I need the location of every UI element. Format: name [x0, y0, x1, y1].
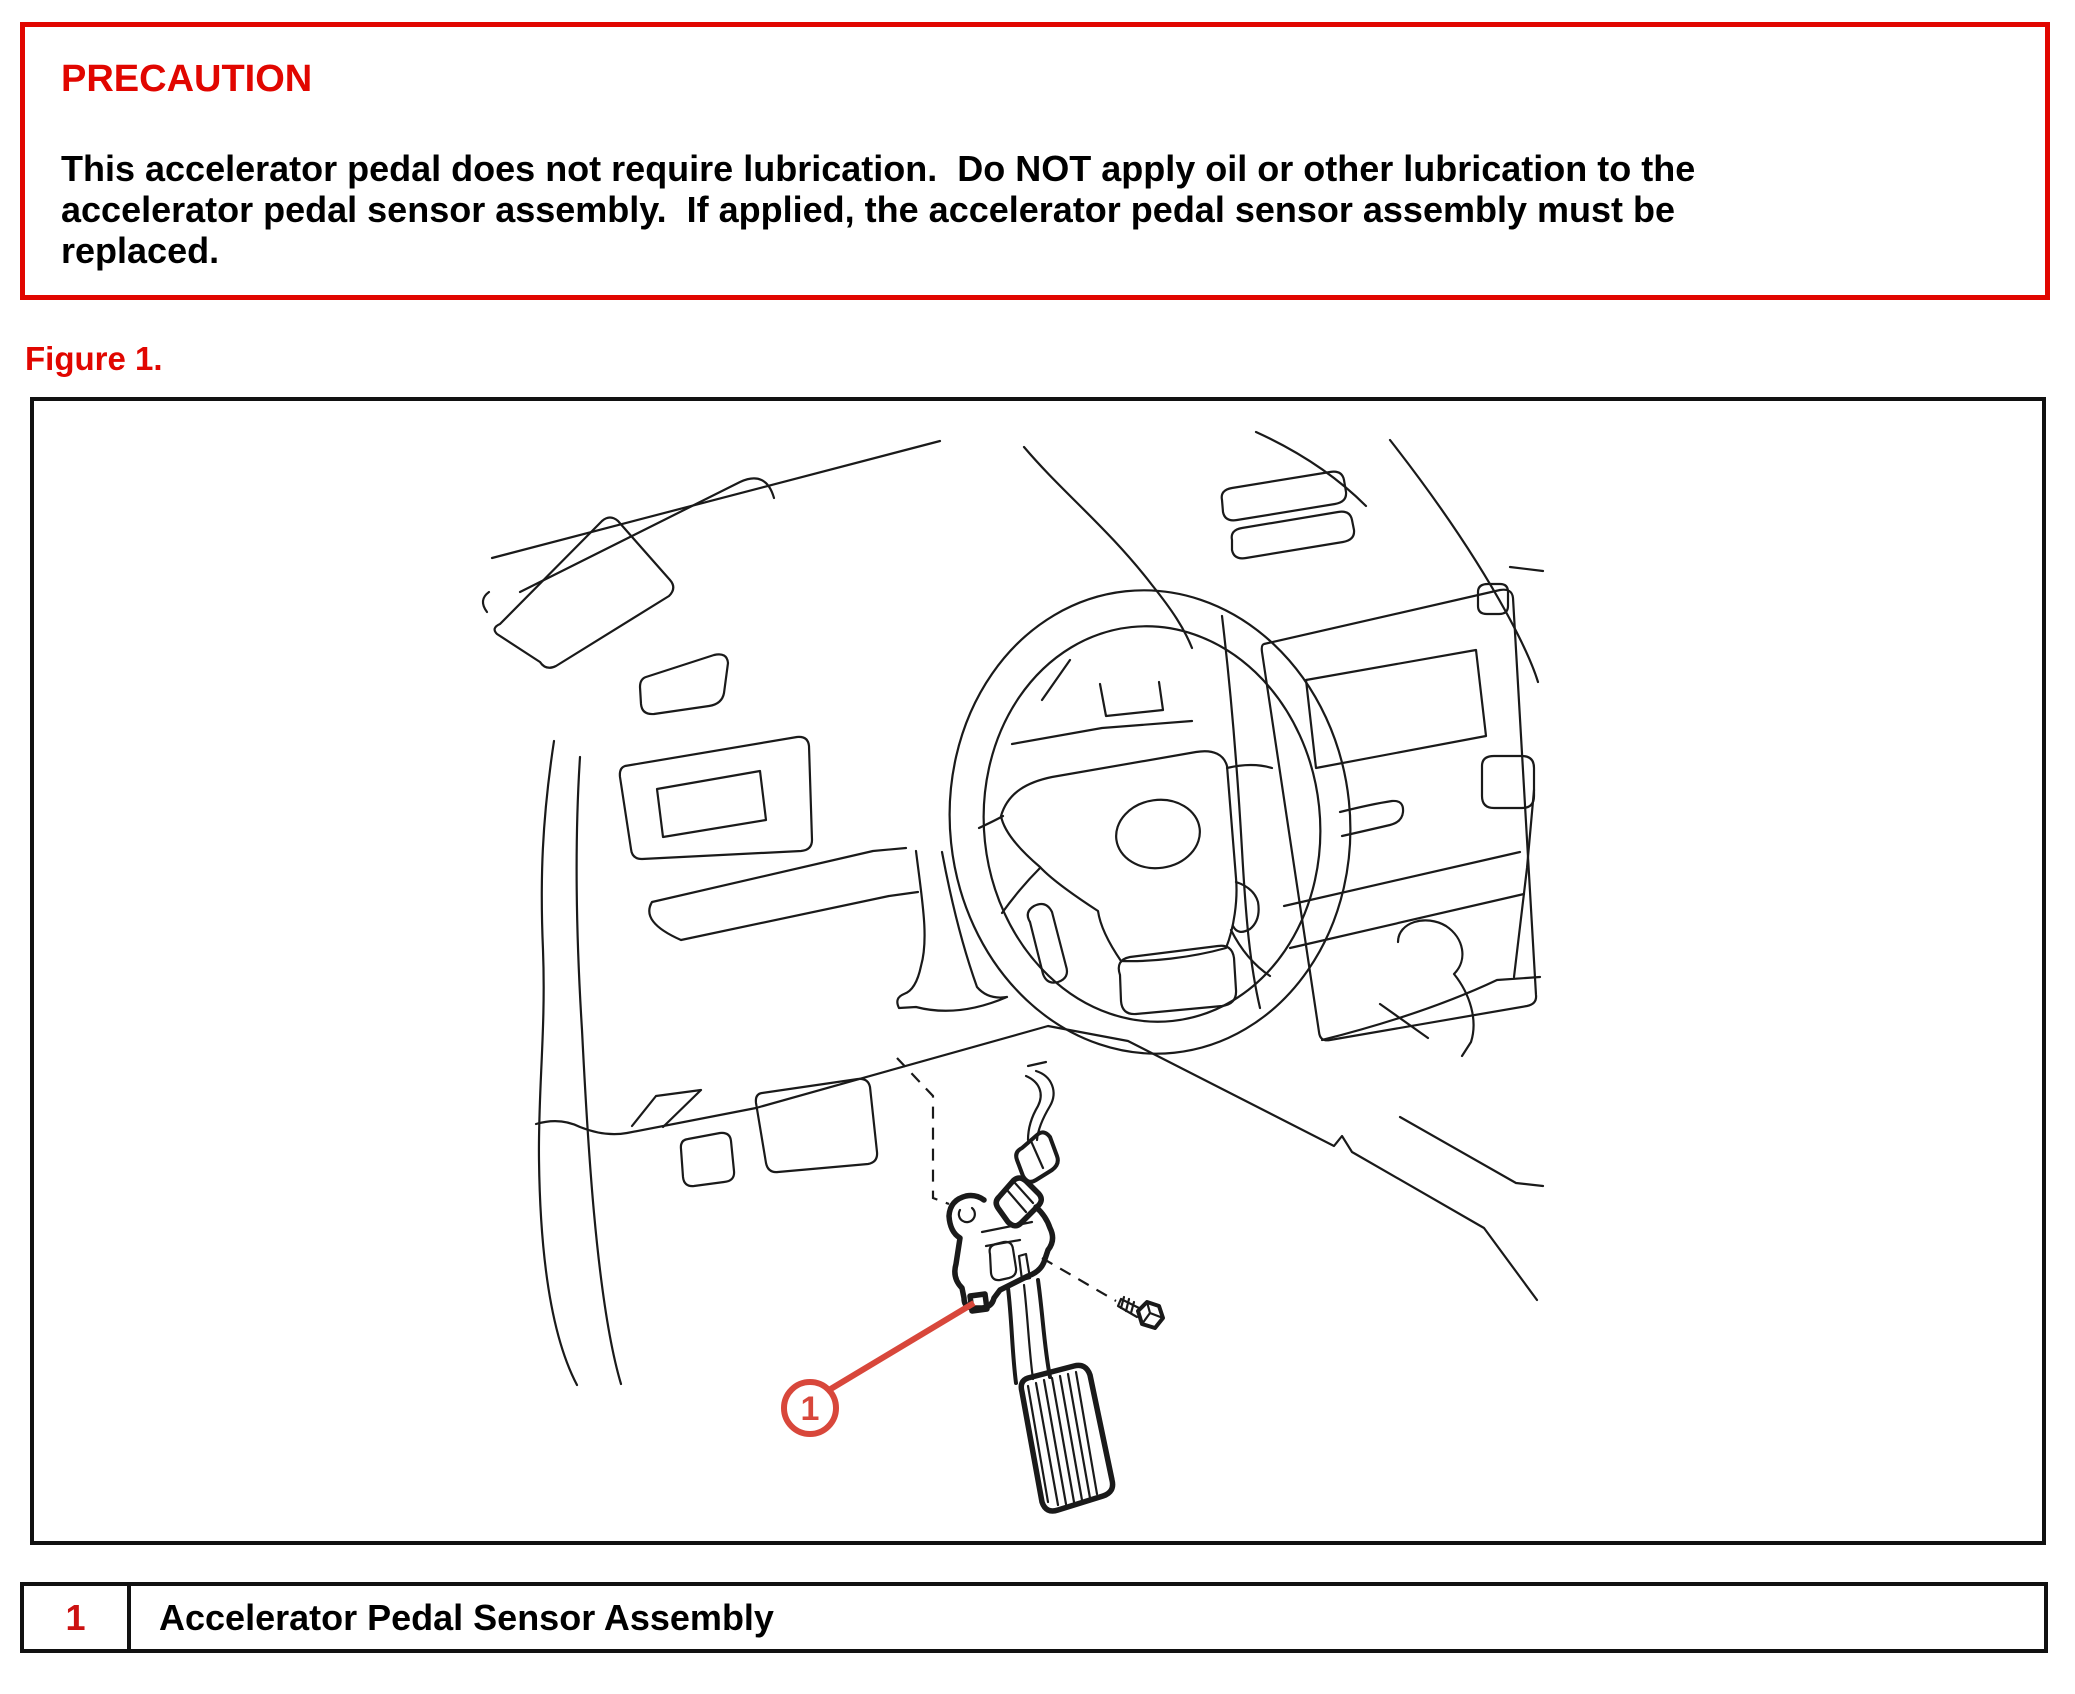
mounting-bolt	[1118, 1297, 1163, 1328]
pedal-pad	[1021, 1365, 1112, 1511]
part-number-cell: 1	[24, 1586, 131, 1649]
callout-leader-line	[829, 1303, 974, 1390]
precaution-body	[61, 148, 2045, 271]
dashboard-outline	[483, 441, 1543, 1385]
shift-lever	[1398, 920, 1474, 1056]
horn-pad	[1112, 794, 1205, 873]
precaution-line-1: This accelerator pedal does not require lubrication. Do NOT apply oil or other lubrication to the	[61, 148, 1696, 189]
callout-group	[784, 1303, 974, 1434]
figure-drawing	[34, 401, 2042, 1541]
precaution-box	[20, 22, 2050, 300]
precaution-line-3: replaced.	[61, 230, 220, 271]
figure-label: Figure 1.	[25, 340, 163, 377]
console-knob-large	[1482, 756, 1534, 808]
center-console	[1024, 432, 1543, 1056]
callout-number: 1	[800, 1390, 820, 1428]
figure-frame	[30, 397, 2046, 1545]
parts-table	[20, 1582, 2048, 1653]
assembly-guide-lines	[897, 1058, 1116, 1301]
accelerator-pedal-assembly	[949, 1178, 1113, 1511]
precaution-line-2: accelerator pedal sensor assembly. If applied, the accelerator pedal sensor assembly must be	[61, 189, 1676, 230]
precaution-title: PRECAUTION	[61, 58, 313, 100]
part-label-cell: Accelerator Pedal Sensor Assembly	[159, 1596, 774, 1638]
wire-connector	[1016, 1062, 1058, 1182]
console-display	[1306, 650, 1486, 768]
